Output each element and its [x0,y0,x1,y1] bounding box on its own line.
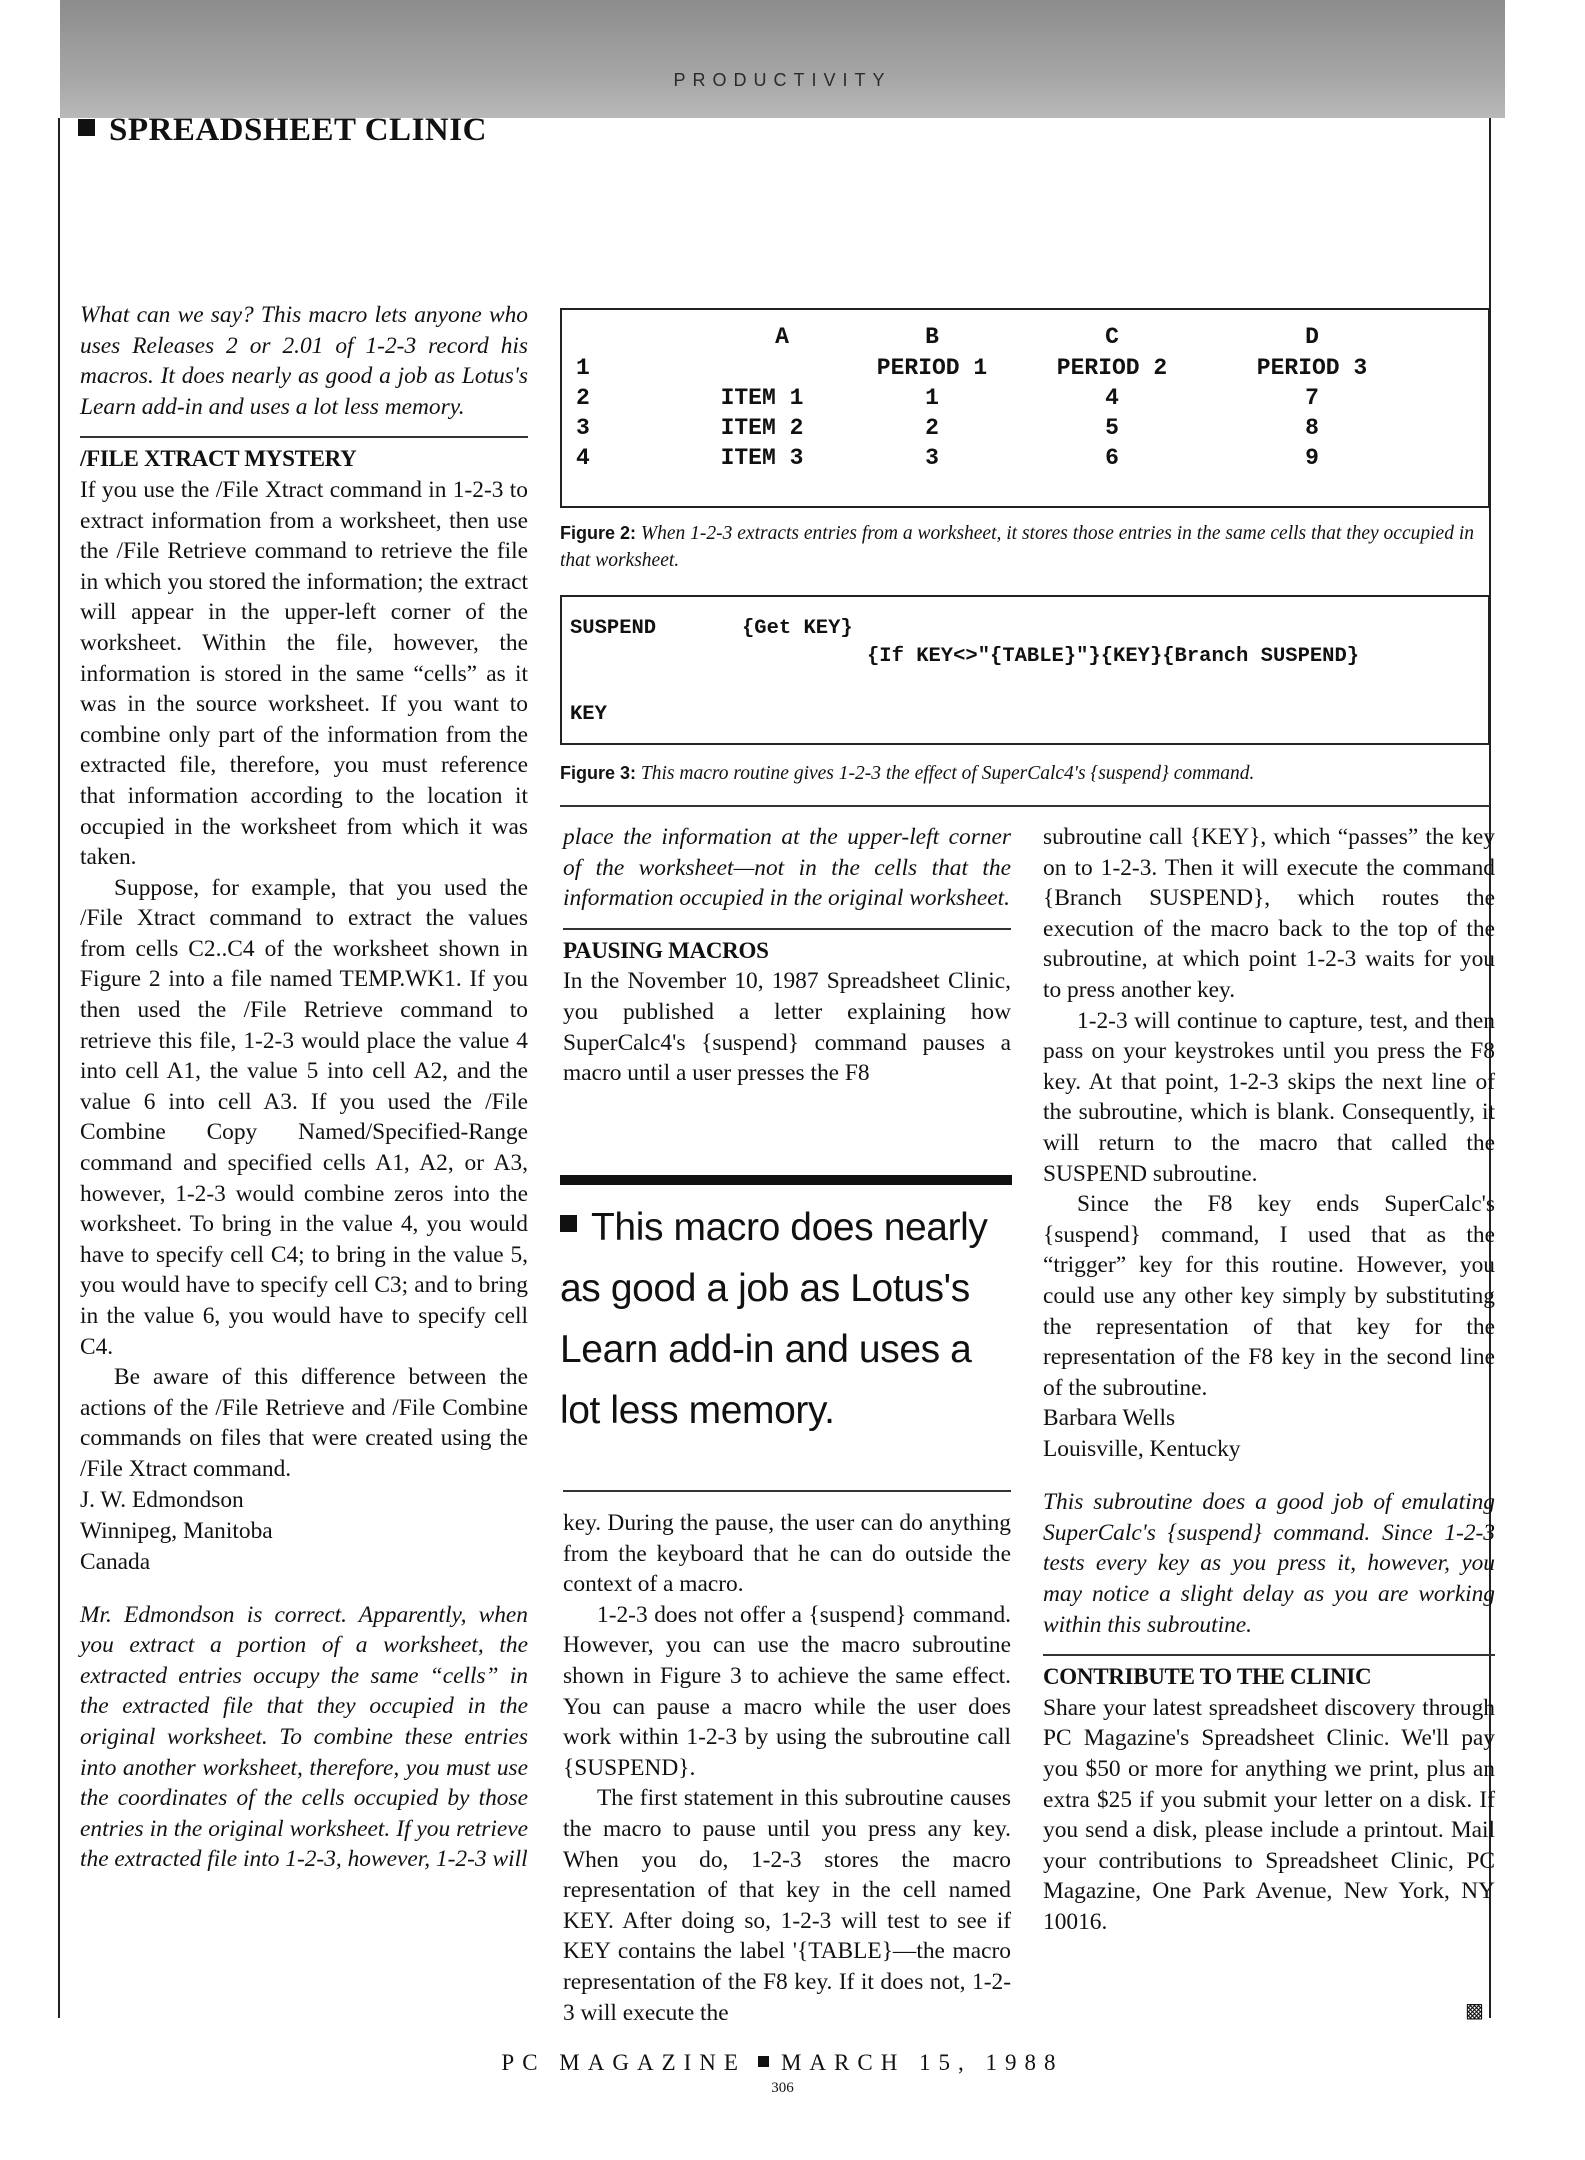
macro-label-key: KEY [570,703,607,726]
column-2-top [563,822,1011,1089]
cell-c1: PERIOD 2 [1056,355,1168,381]
footer-magazine: PC MAGAZINE [501,2050,746,2075]
pull-quote-text: This macro does nearly as good a job as Lotus's Learn add-in and uses a lot less memory. [560,1206,988,1432]
end-mark-icon: ▩ [1465,1998,1484,2022]
cell-d4: 9 [1305,445,1319,471]
col3-paragraph-1: subroutine call {KEY}, which “passes” the key on to 1-2-3. Then it will execute the command {Branch SUSPEND}, which routes the execution of the macro back to the top of the subroutine, at which point 1-2-3 waits for you to press another key. [1043,824,1495,1003]
macro-line-1: {Get KEY} [742,617,853,640]
col3-paragraph-3: Since the F8 key ends SuperCalc's {suspend} command, I used that as the “trigger” key for this routine. However, you could use any other key simply by substituting the representation of that key for the representation of the F8 key in the second line of the subroutine. [1043,1191,1495,1401]
col1-paragraph-2: Suppose, for example, that you used the /File Xtract command to extract the values from cells C2..C4 of the worksheet shown in Figure 2 into a file named TEMP.WK1. If you then used the /File Retrieve command to retrieve this file, 1-2-3 would place the value 4 into cell A1, the value 5 into cell A2, and the value 6 into cell A3. If you used the /File Combine Copy Named/Specified-Range command and specified cells A1, A2, or A3, however, 1-2-3 would combine zeros into the worksheet. To bring in the value 4, you would have to specify cell C4; to bring in the value 5, you would have to specify cell C3; and to bring in the value 6, you would have to specify cell C4. [80,874,528,1360]
figure-3-label: Figure 3: [560,763,637,783]
signature-country: Canada [80,1548,151,1575]
col2-paragraph-2: 1-2-3 does not offer a {suspend} command. However, you can use the macro subroutine shown in Figure 3 to achieve the same effect. You can pause a macro while the user does work within 1-2-3 by using the subroutine call {SUSPEND}. [563,1601,1011,1781]
cell-c4: 6 [1105,445,1119,471]
cell-a3: ITEM 2 [720,415,804,441]
macro-line-2: {If KEY<>"{TABLE}"}{KEY}{Branch SUSPEND} [867,645,1360,668]
column-letter: D [1305,324,1319,350]
signature-name: Barbara Wells [1043,1405,1176,1432]
subhead-pausing-macros: PAUSING MACROS [563,937,769,963]
cell-c2: 4 [1105,385,1119,411]
bullet-square-icon [78,119,95,136]
col2-paragraph-3: The first statement in this subroutine causes the macro to pause until you press any key. When you do, 1-2-3 stores the macro representation of that key in the cell named KEY. After doing so, 1-2-3 will test to see if KEY contains the label '{TABLE}—the macro representation of the F8 key. If it does not, 1-2-3 will execute the [563,1785,1011,2026]
col3-paragraph-2: 1-2-3 will continue to capture, test, and then pass on your keystrokes until you press the F8 key. At that point, 1-2-3 skips the next line of the subroutine, which is blank. Consequently, it will return to the macro that called the SUSPEND subroutine. [1043,1007,1495,1187]
page-title-text: SPREADSHEET CLINIC [109,112,487,148]
pull-quote-bar [560,1175,1012,1185]
divider [563,928,1011,930]
subhead-contribute: CONTRIBUTE TO THE CLINIC [1043,1664,1372,1690]
signature-name: J. W. Edmondson [80,1486,244,1513]
cell-b4: 3 [925,445,939,471]
cell-a2: ITEM 1 [720,385,804,411]
header-band [60,0,1505,118]
divider [80,436,528,438]
col3-paragraph-4: Share your latest spreadsheet discovery through PC Magazine's Spreadsheet Clinic. We'll pay you $50 or more for anything we print, plus an extra $25 if you submit your letter on a disk. If you send a disk, please include a printout. Mail your contributions to Spreadsheet Clinic, PC Magazine, One Park Avenue, New York, NY 10016. [1043,1694,1495,1935]
footer-square-icon [758,2056,769,2067]
page-title [78,112,487,149]
footer-date: MARCH 15, 1988 [780,2050,1064,2075]
signature-city: Winnipeg, Manitoba [80,1517,273,1544]
figure-3-macro [560,595,1490,745]
column-3 [1043,822,1495,1938]
cell-b2: 1 [925,385,939,411]
pull-quote [560,1175,1012,1441]
subhead-file-xtract: /FILE XTRACT MYSTERY [80,446,357,472]
figure-2-caption-text: When 1-2-3 extracts entries from a worksheet, it stores those entries in the same cells that they occupied in that worksheet. [560,523,1474,571]
column-letter: A [775,324,789,350]
cell-b3: 2 [925,415,939,441]
cell-d1: PERIOD 3 [1256,355,1368,381]
editor-reply-1-cont: place the information at the upper-left corner of the worksheet—not in the cells that the information occupied in the original worksheet. [563,824,1011,912]
column-letter: B [925,324,939,350]
macro-label-suspend: SUSPEND [570,617,657,640]
figure-3-caption [560,760,1490,787]
column-1 [80,300,528,1875]
row-number: 3 [576,415,590,441]
section-label: PRODUCTIVITY [673,70,892,90]
row-number: 1 [576,355,590,381]
cell-b1: PERIOD 1 [876,355,988,381]
signature-city: Louisville, Kentucky [1043,1436,1241,1463]
col2-paragraph-1-cont: key. During the pause, the user can do anything from the keyboard that he can do outside the context of a macro. [563,1510,1011,1598]
col2-paragraph-1: In the November 10, 1987 Spreadsheet Clinic, you published a letter explaining how SuperCalc4's {suspend} command pauses a macro until a user presses the F8 [563,968,1011,1087]
divider [1043,1654,1495,1656]
cell-a4: ITEM 3 [720,445,804,471]
row-number: 2 [576,385,590,411]
figure-3-caption-text: This macro routine gives 1-2-3 the effect of SuperCalc4's {suspend} command. [640,763,1255,784]
row-number: 4 [576,445,590,471]
bullet-square-icon [560,1215,577,1232]
page-number: 306 [771,2080,794,2096]
editor-reply-2: This subroutine does a good job of emulating SuperCalc's {suspend} command. Since 1-2-3 tests every key as you press it, however, you may notice a slight delay as you are working within this subroutine. [1043,1489,1495,1638]
column-2-bottom [563,1508,1011,2028]
pull-quote-rule [563,1490,1011,1492]
figure-2-worksheet [560,308,1490,508]
col1-paragraph-3: Be aware of this difference between the actions of the /File Retrieve and /File Combine commands on files that were created using the /File Xtract command. [80,1364,528,1482]
figure-2-caption [560,520,1490,574]
figure-2-label: Figure 2: [560,523,637,543]
cell-d2: 7 [1305,385,1319,411]
cell-c3: 5 [1105,415,1119,441]
col1-paragraph-1: If you use the /File Xtract command in 1-2-3 to extract information from a worksheet, then use the /File Retrieve command to retrieve the file in which you stored the information; the extract will appear in the upper-left corner of the worksheet. Within the file, however, the information is stored in the same “cells” as it was in the source worksheet. If you want to combine only part of the information from the extracted file, therefore, you must reference that information according to the location it occupied in the worksheet from which it was taken. [80,476,528,871]
column-letter: C [1105,324,1119,350]
footer [60,2050,1505,2076]
intro-text: What can we say? This macro lets anyone who uses Releases 2 or 2.01 of 1-2-3 record his macros. It does nearly as good a job as Lotus's Learn add-in and uses a lot less memory. [80,302,528,420]
editor-reply-1: Mr. Edmondson is correct. Apparently, when you extract a portion of a worksheet, the extracted entries occupy the same “cells” in the extracted file that they occupied in the original worksheet. To combine these entries into another worksheet, therefore, you must use the coordinates of the cells occupied by those entries in the original worksheet. If you retrieve the extracted file into 1-2-3, however, 1-2-3 will [80,1601,528,1873]
figure-divider [560,805,1490,807]
left-rule [58,118,60,2018]
cell-d3: 8 [1305,415,1319,441]
